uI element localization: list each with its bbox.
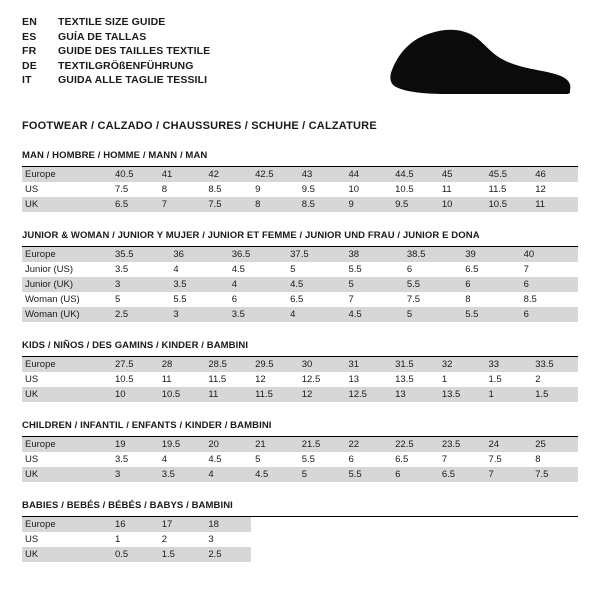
size-cell: 12 — [251, 372, 298, 387]
size-cell: 44 — [344, 167, 391, 182]
row-label: US — [22, 372, 111, 387]
size-cell: 6 — [461, 277, 519, 292]
table-row — [22, 167, 578, 182]
size-cell: 32 — [438, 357, 485, 372]
table-row — [22, 197, 578, 212]
size-cell: 21.5 — [298, 437, 345, 452]
size-cell: 4.5 — [204, 452, 251, 467]
size-cell: 7.5 — [403, 292, 461, 307]
size-cell: 6 — [520, 277, 578, 292]
size-cell: 9.5 — [391, 197, 438, 212]
size-cell: 38.5 — [403, 247, 461, 262]
size-cell: 10 — [344, 182, 391, 197]
size-cell: 3.5 — [228, 307, 286, 322]
size-cell: 6.5 — [391, 452, 438, 467]
size-cell: 18 — [204, 517, 251, 532]
size-cell: 8 — [158, 182, 205, 197]
size-cell: 7.5 — [531, 467, 578, 482]
size-table-kids — [22, 357, 578, 402]
block-heading: JUNIOR & WOMAN / JUNIOR Y MUJER / JUNIOR ET FEMME / JUNIOR UND FRAU / JUNIOR E DONA — [22, 230, 578, 247]
size-cell: 24 — [485, 437, 532, 452]
size-cell-empty — [251, 532, 298, 547]
size-cell: 11 — [438, 182, 485, 197]
size-cell: 12.5 — [344, 387, 391, 402]
size-cell-empty — [531, 547, 578, 562]
size-cell: 41 — [158, 167, 205, 182]
size-cell: 12 — [298, 387, 345, 402]
size-cell: 7 — [485, 467, 532, 482]
size-cell: 8 — [461, 292, 519, 307]
size-cell: 11 — [158, 372, 205, 387]
row-label: US — [22, 182, 111, 197]
size-cell: 22 — [344, 437, 391, 452]
row-label: UK — [22, 387, 111, 402]
document-header — [22, 16, 578, 106]
size-cell: 7 — [158, 197, 205, 212]
size-cell: 28 — [158, 357, 205, 372]
size-cell: 2 — [158, 532, 205, 547]
row-label: Europe — [22, 517, 111, 532]
size-cell: 3.5 — [111, 452, 158, 467]
language-title: GUIDA ALLE TAGLIE TESSILI — [58, 74, 208, 86]
size-cell: 10.5 — [111, 372, 158, 387]
language-code: EN — [22, 16, 37, 28]
size-cell: 8 — [251, 197, 298, 212]
size-cell: 5 — [286, 262, 344, 277]
size-cell: 40 — [520, 247, 578, 262]
size-cell: 11.5 — [251, 387, 298, 402]
size-cell: 3 — [204, 532, 251, 547]
language-code: IT — [22, 74, 32, 86]
table-row — [22, 357, 578, 372]
language-row — [22, 74, 210, 89]
size-cell: 1.5 — [531, 387, 578, 402]
size-block-junior-woman — [22, 230, 578, 322]
size-cell: 13.5 — [391, 372, 438, 387]
block-heading: KIDS / NIÑOS / DES GAMINS / KINDER / BAMBINI — [22, 340, 578, 357]
size-cell: 35.5 — [111, 247, 169, 262]
size-cell-empty — [531, 517, 578, 532]
size-cell: 1.5 — [158, 547, 205, 562]
size-cell: 4 — [158, 452, 205, 467]
table-row — [22, 437, 578, 452]
size-cell: 43 — [298, 167, 345, 182]
size-cell: 30 — [298, 357, 345, 372]
size-table-junior-woman — [22, 247, 578, 322]
size-cell: 6 — [391, 467, 438, 482]
size-cell: 6 — [228, 292, 286, 307]
language-row — [22, 31, 210, 46]
table-row — [22, 247, 578, 262]
size-cell: 9.5 — [298, 182, 345, 197]
row-label: Junior (UK) — [22, 277, 111, 292]
size-cell-empty — [344, 532, 391, 547]
size-cell: 11 — [531, 197, 578, 212]
size-cell: 5 — [251, 452, 298, 467]
language-title: GUIDE DES TAILLES TEXTILE — [58, 45, 211, 57]
size-cell: 29.5 — [251, 357, 298, 372]
size-cell: 0.5 — [111, 547, 158, 562]
size-cell: 16 — [111, 517, 158, 532]
size-cell-empty — [438, 547, 485, 562]
size-cell: 8.5 — [520, 292, 578, 307]
table-row — [22, 292, 578, 307]
size-cell: 5.5 — [298, 452, 345, 467]
size-block-babies — [22, 500, 578, 562]
size-cell: 8.5 — [204, 182, 251, 197]
size-cell: 13 — [391, 387, 438, 402]
row-label: Woman (US) — [22, 292, 111, 307]
size-cell: 39 — [461, 247, 519, 262]
language-title: TEXTILGRÖßENFÜHRUNG — [58, 59, 194, 72]
size-cell-empty — [485, 517, 532, 532]
block-heading: MAN / HOMBRE / HOMME / MANN / MAN — [22, 150, 578, 167]
size-cell-empty — [251, 517, 298, 532]
size-cell: 45.5 — [485, 167, 532, 182]
size-cell: 13 — [344, 372, 391, 387]
size-cell: 5 — [298, 467, 345, 482]
size-cell-empty — [344, 547, 391, 562]
size-cell: 2 — [531, 372, 578, 387]
size-cell: 6.5 — [461, 262, 519, 277]
category-title: FOOTWEAR / CALZADO / CHAUSSURES / SCHUHE / CALZATURE — [22, 120, 377, 132]
size-cell: 4.5 — [228, 262, 286, 277]
size-cell: 23.5 — [438, 437, 485, 452]
row-label: Europe — [22, 357, 111, 372]
size-cell: 13.5 — [438, 387, 485, 402]
row-label: US — [22, 532, 111, 547]
size-cell-empty — [438, 517, 485, 532]
size-cell: 2.5 — [111, 307, 169, 322]
size-cell: 25 — [531, 437, 578, 452]
size-cell: 7.5 — [111, 182, 158, 197]
size-cell: 11 — [204, 387, 251, 402]
size-cell: 33.5 — [531, 357, 578, 372]
size-cell: 10 — [438, 197, 485, 212]
size-block-man — [22, 150, 578, 212]
language-title-list — [22, 16, 210, 89]
size-cell: 3 — [111, 467, 158, 482]
size-cell: 7 — [520, 262, 578, 277]
size-cell: 7.5 — [204, 197, 251, 212]
block-heading: CHILDREN / INFANTIL / ENFANTS / KINDER / BAMBINI — [22, 420, 578, 437]
language-row — [22, 16, 210, 31]
size-cell: 6 — [344, 452, 391, 467]
size-table-children — [22, 437, 578, 482]
table-row — [22, 307, 578, 322]
size-cell: 5 — [403, 307, 461, 322]
size-cell: 22.5 — [391, 437, 438, 452]
row-label: US — [22, 452, 111, 467]
table-row — [22, 277, 578, 292]
size-cell: 5.5 — [169, 292, 227, 307]
size-cell: 7.5 — [485, 452, 532, 467]
size-cell-empty — [391, 547, 438, 562]
row-label: Europe — [22, 437, 111, 452]
size-cell: 6 — [520, 307, 578, 322]
language-row — [22, 45, 210, 60]
size-block-children — [22, 420, 578, 482]
size-cell: 4 — [169, 262, 227, 277]
table-row — [22, 372, 578, 387]
size-cell: 45 — [438, 167, 485, 182]
size-cell: 6.5 — [286, 292, 344, 307]
size-table-man — [22, 167, 578, 212]
size-cell: 17 — [158, 517, 205, 532]
table-row — [22, 182, 578, 197]
size-cell: 36.5 — [228, 247, 286, 262]
size-cell: 8.5 — [298, 197, 345, 212]
size-cell: 11.5 — [485, 182, 532, 197]
size-cell: 4 — [228, 277, 286, 292]
size-cell: 5.5 — [345, 262, 403, 277]
size-cell-empty — [485, 547, 532, 562]
size-cell: 3.5 — [158, 467, 205, 482]
size-cell: 9 — [344, 197, 391, 212]
row-label: Europe — [22, 167, 111, 182]
size-cell: 3.5 — [169, 277, 227, 292]
size-cell: 1 — [485, 387, 532, 402]
size-cell-empty — [438, 532, 485, 547]
row-label: Europe — [22, 247, 111, 262]
table-row — [22, 547, 578, 562]
size-cell: 40.5 — [111, 167, 158, 182]
size-cell: 4.5 — [286, 277, 344, 292]
size-cell: 5 — [345, 277, 403, 292]
size-cell: 7 — [438, 452, 485, 467]
size-cell: 31.5 — [391, 357, 438, 372]
size-cell: 42.5 — [251, 167, 298, 182]
size-cell: 10.5 — [485, 197, 532, 212]
size-cell: 3 — [111, 277, 169, 292]
size-cell: 8 — [531, 452, 578, 467]
size-cell: 5.5 — [461, 307, 519, 322]
size-cell-empty — [298, 547, 345, 562]
row-label: Woman (UK) — [22, 307, 111, 322]
row-label: UK — [22, 467, 111, 482]
size-cell: 1 — [438, 372, 485, 387]
size-cell: 20 — [204, 437, 251, 452]
size-cell: 3.5 — [111, 262, 169, 277]
size-cell: 31 — [344, 357, 391, 372]
dress-shoe-icon — [384, 24, 574, 99]
size-cell: 11.5 — [204, 372, 251, 387]
size-cell: 33 — [485, 357, 532, 372]
size-cell: 4.5 — [251, 467, 298, 482]
size-cell-empty — [251, 547, 298, 562]
size-cell: 27.5 — [111, 357, 158, 372]
size-cell: 6.5 — [438, 467, 485, 482]
block-heading: BABIES / BEBÉS / BÉBÉS / BABYS / BAMBINI — [22, 500, 578, 517]
size-cell-empty — [391, 532, 438, 547]
size-cell: 36 — [169, 247, 227, 262]
size-cell: 28.5 — [204, 357, 251, 372]
size-cell-empty — [391, 517, 438, 532]
size-cell-empty — [298, 532, 345, 547]
size-cell: 12 — [531, 182, 578, 197]
table-row — [22, 467, 578, 482]
size-cell: 4 — [204, 467, 251, 482]
row-label: Junior (US) — [22, 262, 111, 277]
size-block-kids — [22, 340, 578, 402]
table-row — [22, 452, 578, 467]
table-row — [22, 387, 578, 402]
table-row — [22, 517, 578, 532]
size-cell: 2.5 — [204, 547, 251, 562]
size-cell: 9 — [251, 182, 298, 197]
size-cell: 37.5 — [286, 247, 344, 262]
size-cell-empty — [531, 532, 578, 547]
size-cell-empty — [485, 532, 532, 547]
size-cell: 6 — [403, 262, 461, 277]
size-cell: 1.5 — [485, 372, 532, 387]
size-cell: 21 — [251, 437, 298, 452]
size-table-babies — [22, 517, 578, 562]
size-cell: 7 — [345, 292, 403, 307]
size-cell: 46 — [531, 167, 578, 182]
size-cell: 5.5 — [344, 467, 391, 482]
size-cell: 44.5 — [391, 167, 438, 182]
size-cell: 38 — [345, 247, 403, 262]
size-cell: 4 — [286, 307, 344, 322]
size-cell: 3 — [169, 307, 227, 322]
table-row — [22, 532, 578, 547]
size-cell: 4.5 — [345, 307, 403, 322]
size-cell: 42 — [204, 167, 251, 182]
language-code: DE — [22, 59, 37, 72]
size-cell-empty — [344, 517, 391, 532]
language-code: FR — [22, 45, 37, 57]
size-cell: 10 — [111, 387, 158, 402]
row-label: UK — [22, 547, 111, 562]
language-title: GUÍA DE TALLAS — [58, 30, 147, 43]
language-code: ES — [22, 30, 37, 43]
language-title: TEXTILE SIZE GUIDE — [58, 16, 166, 28]
size-cell: 10.5 — [158, 387, 205, 402]
size-cell: 19 — [111, 437, 158, 452]
size-cell-empty — [298, 517, 345, 532]
size-cell: 5.5 — [403, 277, 461, 292]
size-cell: 6.5 — [111, 197, 158, 212]
row-label: UK — [22, 197, 111, 212]
size-cell: 19.5 — [158, 437, 205, 452]
size-cell: 1 — [111, 532, 158, 547]
table-row — [22, 262, 578, 277]
size-cell: 5 — [111, 292, 169, 307]
language-row — [22, 60, 210, 75]
size-cell: 10.5 — [391, 182, 438, 197]
size-cell: 12.5 — [298, 372, 345, 387]
